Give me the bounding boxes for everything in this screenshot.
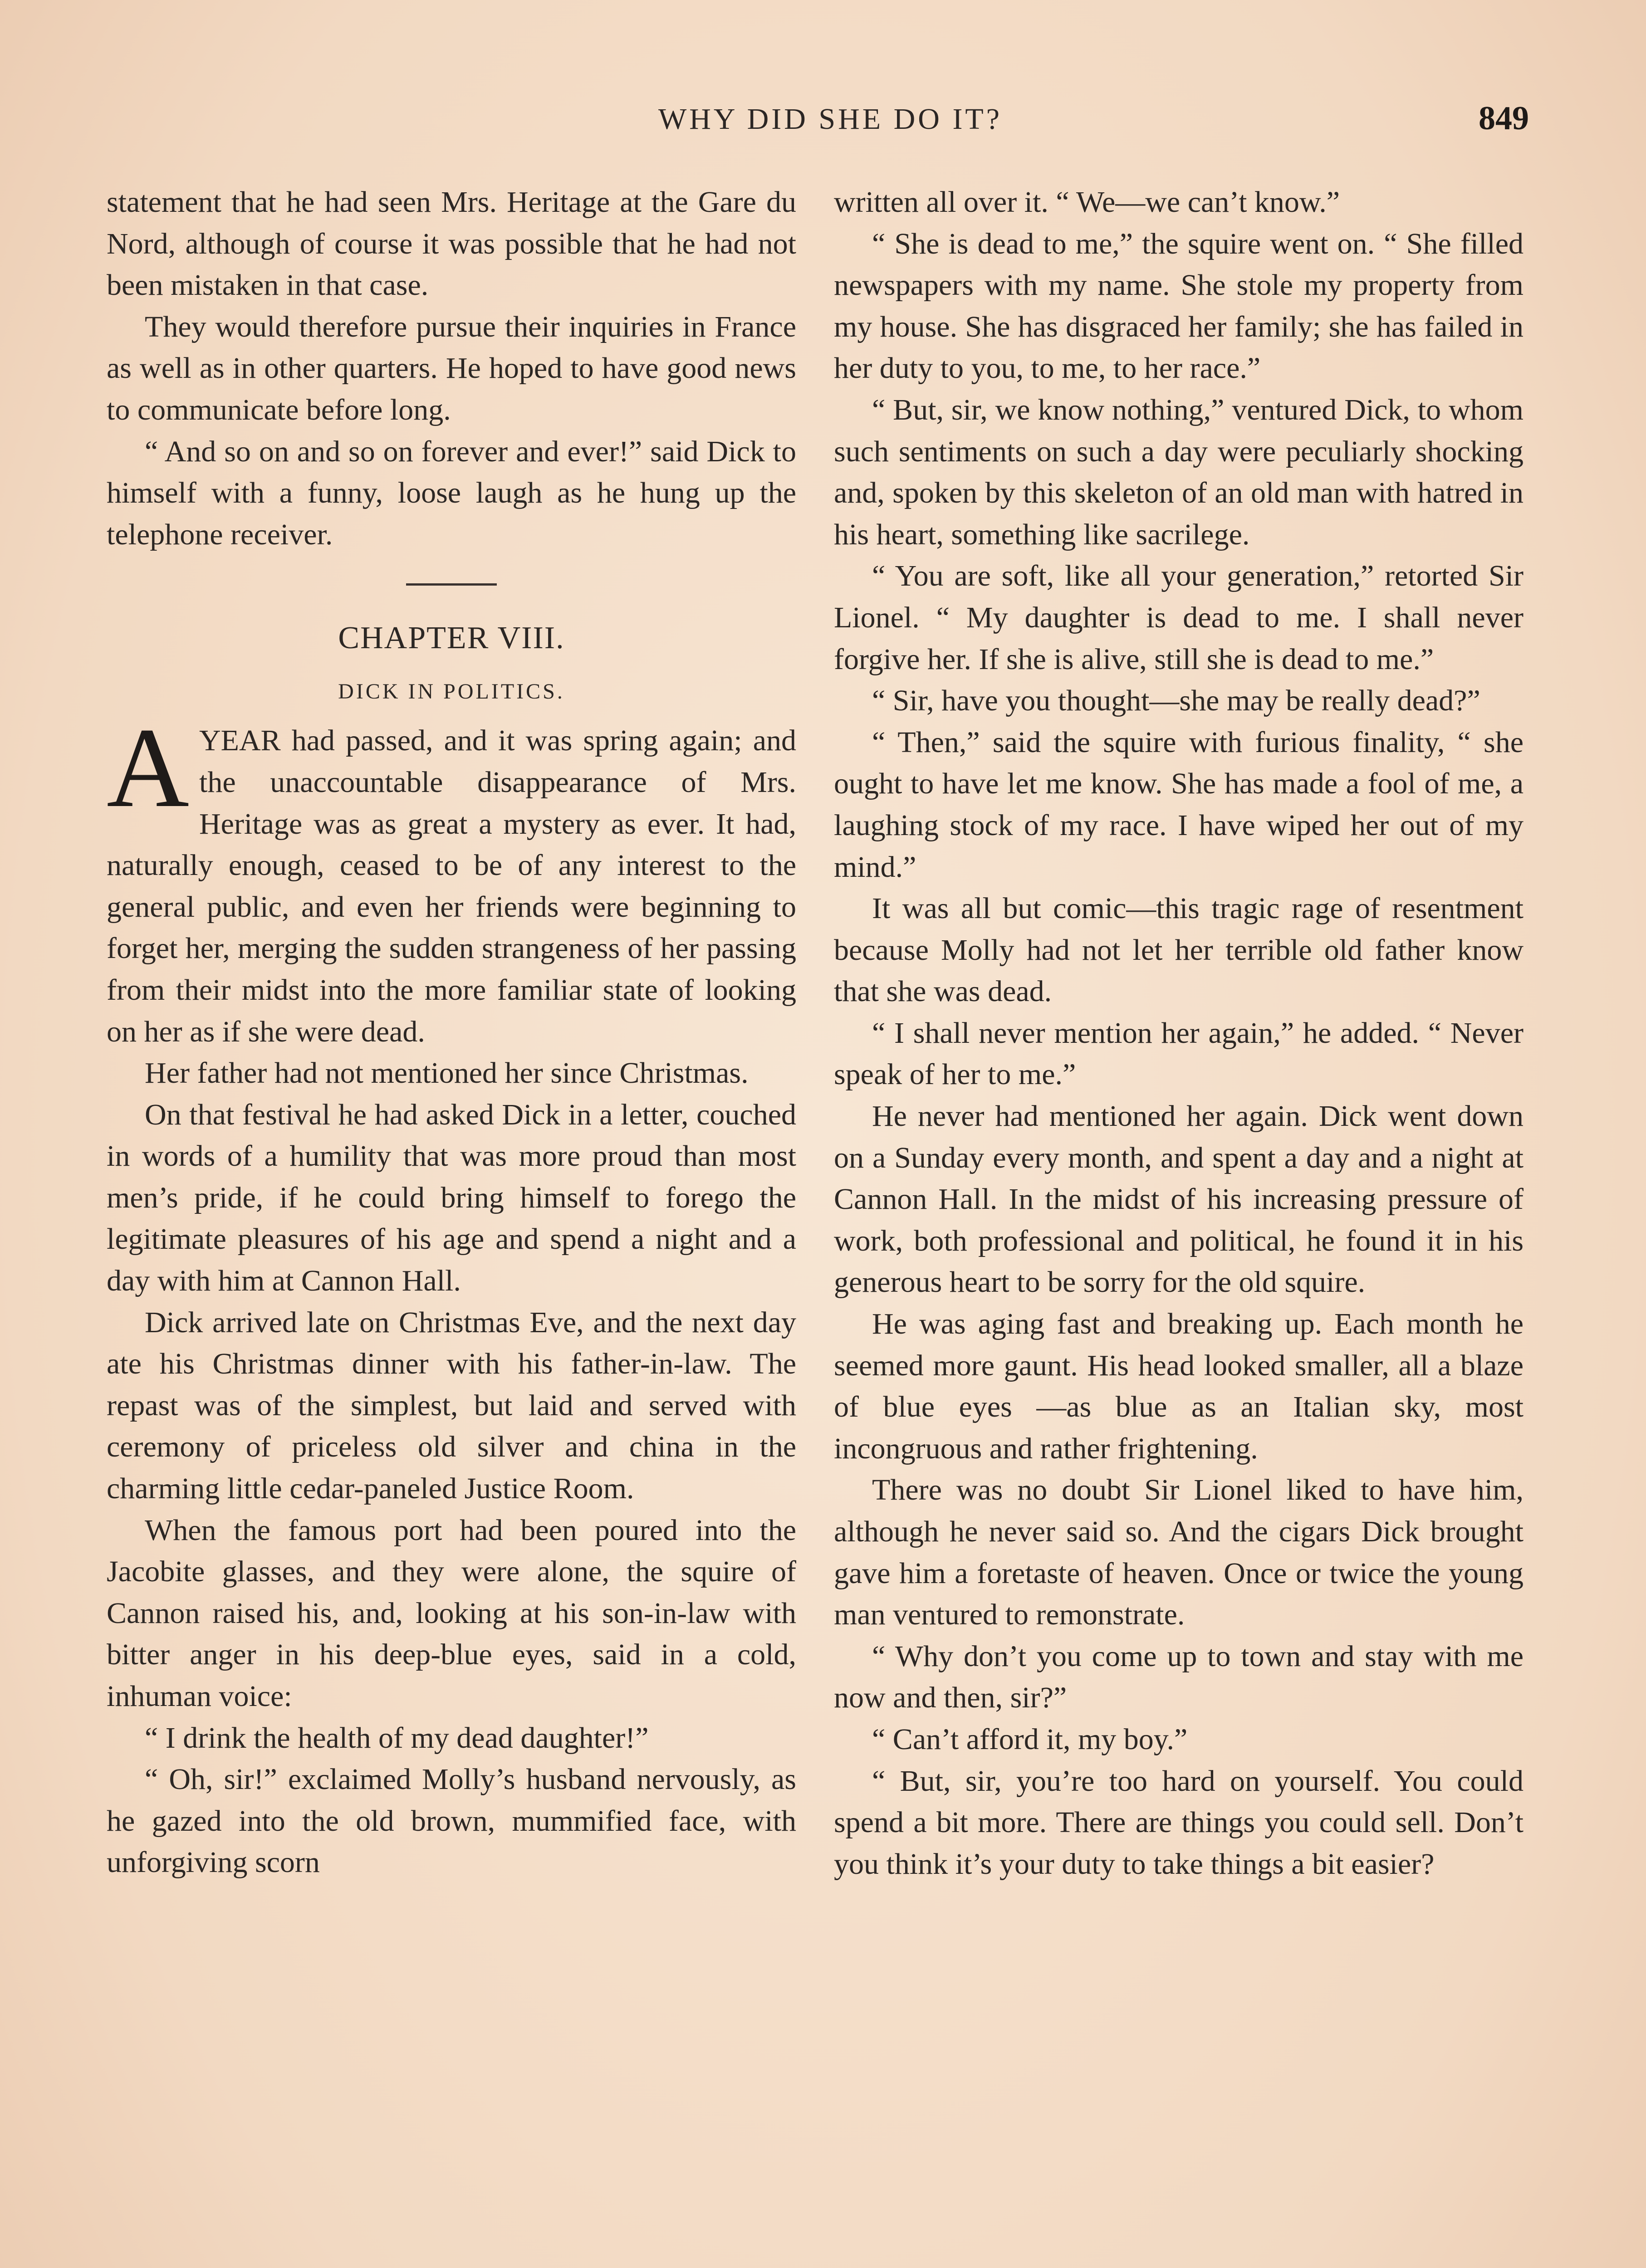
continued-paragraph: written all over it. “ We—we can’t know.” <box>834 186 1340 219</box>
paragraph: “ She is dead to me,” the squire went on. “ She filled newspapers with my name. She stole my property from my house. She has disgraced her family; she has failed in her duty to you, to me, to her race.” <box>834 227 1524 385</box>
page-header <box>0 102 1646 152</box>
continued-paragraph: statement that he had seen Mrs. Heritage at the Gare du Nord, although of course it was possible that he had not been mistaken in that case. <box>107 186 796 302</box>
paragraph: It was all but comic—this tragic rage of resentment because Molly had not let her terrible old father know that she was dead. <box>834 892 1524 1008</box>
chapter-opening-paragraph <box>107 704 796 1052</box>
paragraph: “ Then,” said the squire with furious finality, “ she ought to have let me know. She has made a fool of me, a laughing stock of my race. I have wiped her out of my mind.” <box>834 725 1524 884</box>
left-column <box>107 181 796 1883</box>
drop-cap: A <box>107 704 189 831</box>
paragraph: “ Why don’t you come up to town and stay with me now and then, sir?” <box>834 1639 1524 1715</box>
right-column <box>834 181 1524 1885</box>
paragraph: “ Oh, sir!” exclaimed Molly’s husband nervously, as he gazed into the old brown, mummified face, with unforgiving scorn <box>107 1763 796 1879</box>
paragraph: On that festival he had asked Dick in a letter, couched in words of a humility that was more proud than most men’s pride, if he could bring himself to forego the legitimate pleasures of his age and spend a night and a day with him at Cannon Hall. <box>107 1098 796 1298</box>
paragraph: “ Can’t afford it, my boy.” <box>872 1722 1188 1756</box>
paragraph: “ I drink the health of my dead daughter!” <box>145 1721 649 1755</box>
chapter-subheading: DICK IN POLITICS. <box>338 679 565 704</box>
paragraph: He never had mentioned her again. Dick went down on a Sunday every month, and spent a day and a night at Cannon Hall. In the midst of his increasing pressure of work, both professional and political, he found it in his generous heart to be sorry for the old squire. <box>834 1100 1524 1299</box>
paragraph: “ And so on and so on forever and ever!” said Dick to himself with a funny, loose laugh as he hung up the telephone receiver. <box>107 435 796 551</box>
paragraph: “ But, sir, we know nothing,” ventured Dick, to whom such sentiments on such a day were peculiarly shocking and, spoken by this skeleton of an old man with hatred in his heart, something like sacrilege. <box>834 393 1524 551</box>
paragraph: He was aging fast and breaking up. Each month he seemed more gaunt. His head looked smaller, all a blaze of blue eyes —as blue as an Italian sky, most incongruous and rather frightening. <box>834 1307 1524 1465</box>
chapter-heading: CHAPTER VIII. <box>338 621 565 656</box>
paragraph: “ Sir, have you thought—she may be really dead?” <box>872 684 1480 718</box>
paragraph: Her father had not mentioned her since Christmas. <box>145 1056 749 1090</box>
section-divider <box>406 583 497 586</box>
paragraph: There was no doubt Sir Lionel liked to have him, although he never said so. And the cigars Dick brought gave him a foretaste of heaven. Once or twice the young man ventured to remonstrate. <box>834 1473 1524 1632</box>
paragraph: “ But, sir, you’re too hard on yourself. You could spend a bit more. There are things you could sell. Don’t you think it’s your duty to take things a bit easier? <box>834 1764 1524 1881</box>
running-title: WHY DID SHE DO IT? <box>658 103 1003 136</box>
paragraph: When the famous port had been poured into the Jacobite glasses, and they were alone, the squire of Cannon raised his, and, looking at his son-in-law with bitter anger in his deep-blue eyes, said in a cold, inhuman voice: <box>107 1513 796 1713</box>
page-number: 849 <box>1479 100 1529 137</box>
paragraph: “ I shall never mention her again,” he added. “ Never speak of her to me.” <box>834 1016 1524 1091</box>
paragraph: “ You are soft, like all your generation,” retorted Sir Lionel. “ My daughter is dead to me. I shall never forgive her. If she is alive, still she is dead to me.” <box>834 559 1524 676</box>
opening-text: YEAR had passed, and it was spring again; and the unaccountable disappearance of Mrs. Heritage was as great a mystery as ever. It had, naturally enough, ceased to be of any interest to the general public, and even her friends were beginning to forget her, merging the sudden strangeness of her passing from their midst into the more familiar state of looking on her as if she were dead. <box>107 724 796 1048</box>
paragraph: Dick arrived late on Christmas Eve, and the next day ate his Christmas dinner with his father-in-law. The repast was of the simplest, but laid and served with ceremony of priceless old silver and china in the charming little cedar-paneled Justice Room. <box>107 1305 796 1505</box>
paragraph: They would therefore pursue their inquiries in France as well as in other quarters. He hoped to have good news to communicate before long. <box>107 310 796 426</box>
